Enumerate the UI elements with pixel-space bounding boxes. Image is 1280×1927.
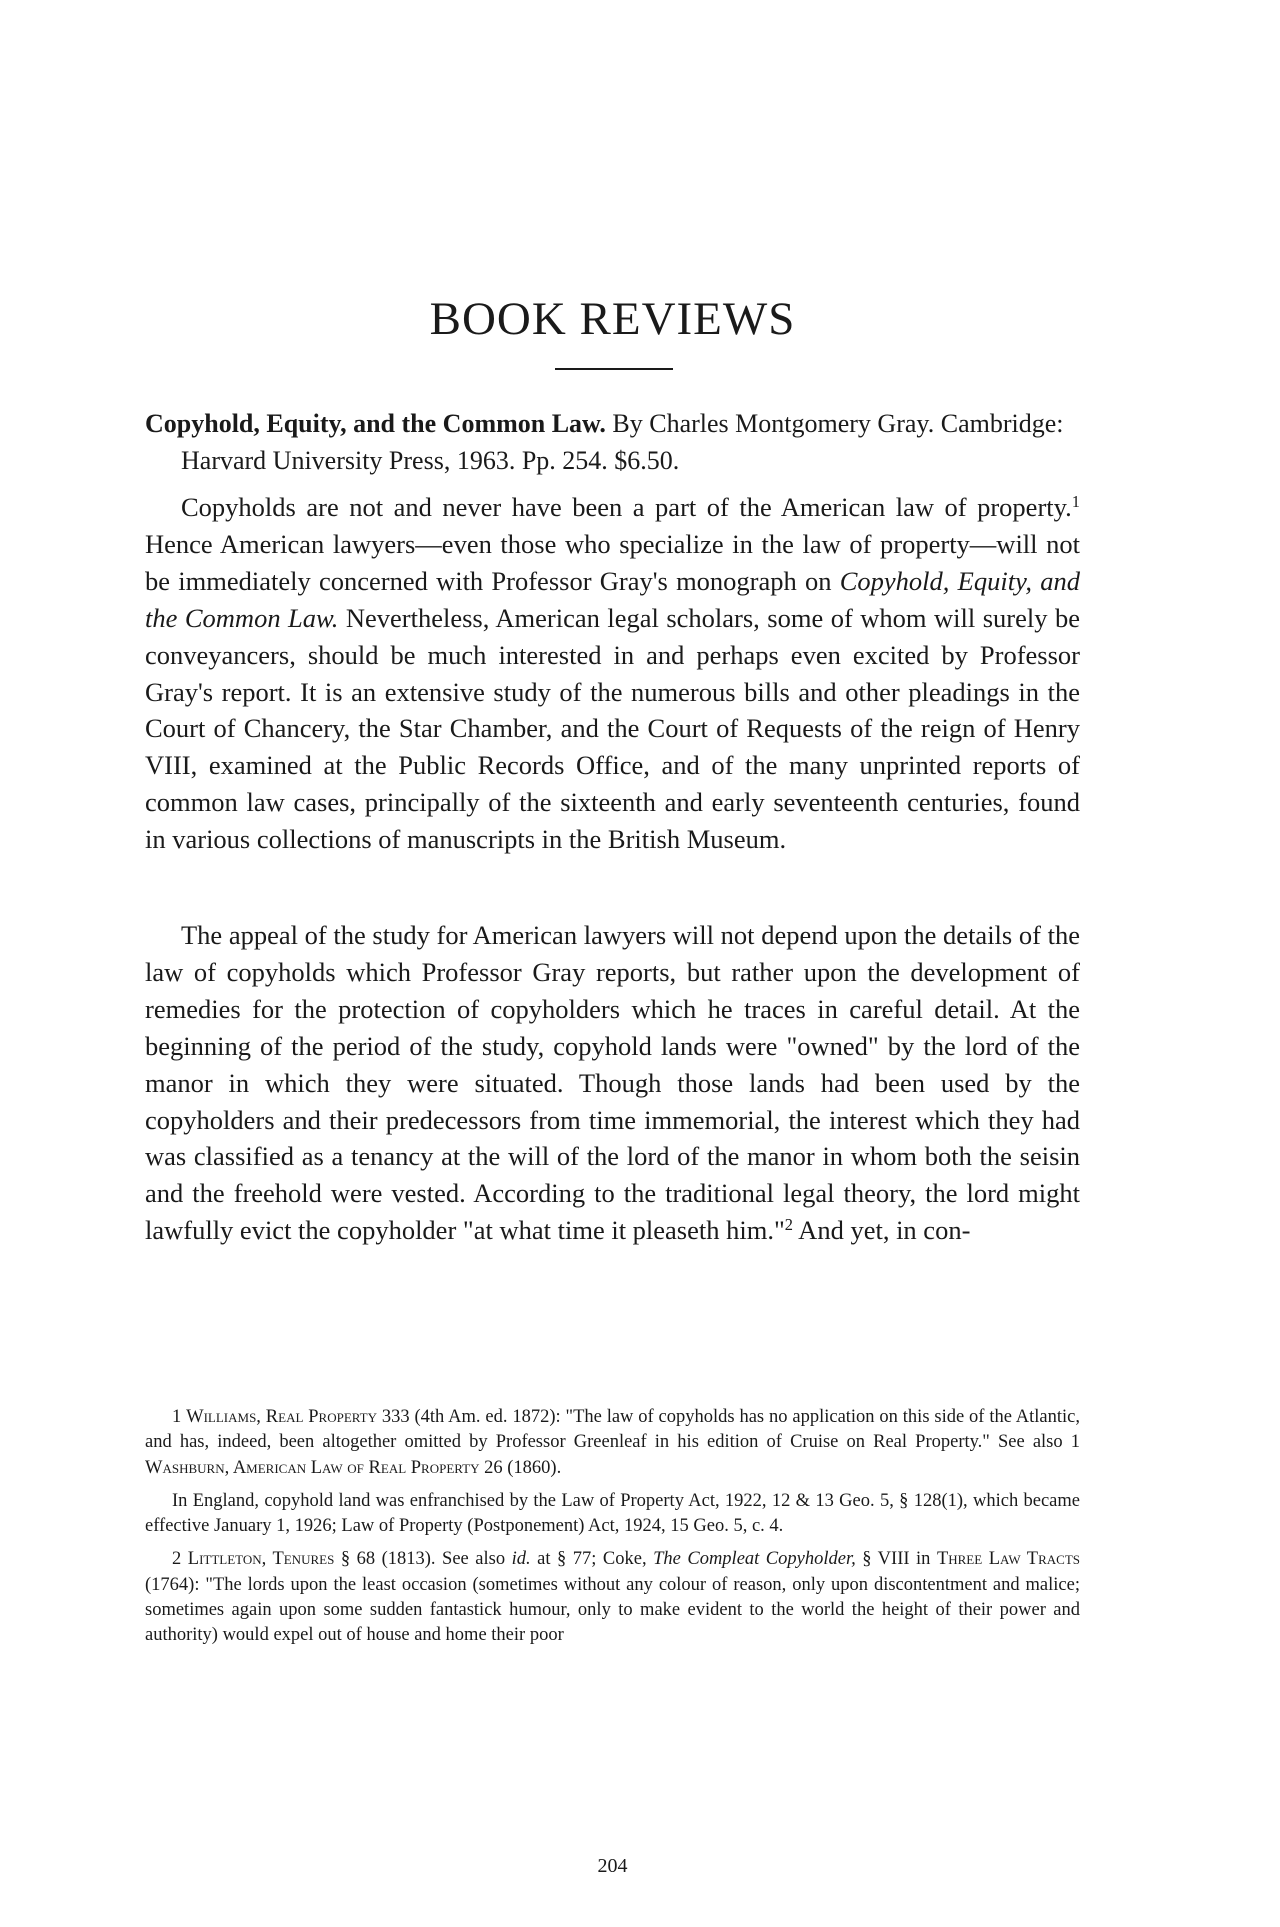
footnote-2-work: The Compleat Copyholder, [653, 1549, 856, 1570]
footnote-2-number: 2 [172, 1549, 182, 1570]
footnote-ref-2: 2 [784, 1215, 794, 1235]
footnote-1-continued: In England, copyhold land was enfranchised by the Law of Property Act, 1922, 12 & 13 Geo. 5, § 128(1), which became effective January 1, 1926; Law of Property (Postponement) Act, 1924, 15 Geo. 5, c. 4. [145, 1490, 1080, 1537]
footnote-2 [145, 1547, 1080, 1648]
paragraph-1-text-b: Hence American lawyers—even those who specialize in the law of property—will not be immediately concerned with Professor Gray's monograph on [145, 528, 1080, 596]
paragraph-2-text-a: The appeal of the study for American lawyers will not depend upon the details of the law of copyholds which Professor Gray reports, but rather upon the development of remedies for the protection of copyholders which he traces in careful detail. At the beginning of the period of the study, copyhold lands were "owned" by the lord of the manor in which they were situated. Though those lands had been used by the copyholders and their predecessors from time immemorial, the interest which they had was classified as a tenancy at the will of the lord of the manor in whom both the seisin and the freehold were vested. According to the traditional legal theory, the lord might lawfully evict the copyholder "at what time it pleaseth him." [145, 920, 1080, 1246]
page-number: 204 [597, 1855, 628, 1877]
footnotes [145, 1405, 1080, 1657]
citation-publisher: Cambridge: Harvard University Press, 1963. Pp. 254. $6.50. [181, 409, 1064, 475]
paragraph-2 [145, 917, 1080, 1249]
footnote-2-source-c: Three Law Tracts [936, 1549, 1080, 1570]
title-rule [555, 368, 673, 370]
footnote-2-id: id. [511, 1549, 531, 1570]
book-citation [145, 405, 1080, 479]
citation-author: By Charles Montgomery Gray. [612, 409, 935, 438]
footnote-1 [145, 1405, 1080, 1481]
footnote-2-text-c: § VIII in [855, 1549, 937, 1570]
footnote-ref-1: 1 [1071, 491, 1080, 511]
footnote-1-source-b: Washburn, American Law of Real Property [145, 1457, 480, 1478]
footnote-2-text-a: § 68 (1813). See also [334, 1549, 512, 1570]
paragraph-1 [145, 489, 1080, 858]
footnote-1-text-b: 26 (1860). [479, 1457, 562, 1478]
footnote-2-text-b: at § 77; Coke, [530, 1549, 654, 1570]
section-title: BOOK REVIEWS [429, 293, 796, 345]
paragraph-1-text-a: Copyholds are not and never have been a part of the American law of property. [181, 492, 1072, 522]
paragraph-2-text-b: And yet, in con- [793, 1215, 971, 1246]
paragraph-1-text-c: Nevertheless, American legal scholars, some of whom will surely be conveyancers, should be much interested in and perhaps even excited by Professor Gray's report. It is an extensive study of the numerous bills and other pleadings in the Court of Chancery, the Star Chamber, and the Court of Requests of the reign of Henry VIII, examined at the Public Records Office, and of the many unprinted reports of common law cases, principally of the sixteenth and early seventeenth centuries, found in various collections of manuscripts in the British Museum. [145, 602, 1081, 855]
footnote-1-source-a: Williams, Real Property [186, 1407, 378, 1427]
citation-title: Copyhold, Equity, and the Common Law. [145, 409, 606, 438]
footnote-2-text-d: (1764): "The lords upon the least occasion (sometimes without any colour of reason, only upon discontentment and malice; sometimes again upon some sudden fantastick humour, only to make evident to the world the height of their power and authority) would expel out of house and home their poor [145, 1574, 1080, 1646]
footnote-1-number: 1 [172, 1407, 182, 1427]
reviewed-book-title: Copyhold, Equity, and the Common Law. [145, 565, 1080, 633]
footnote-2-source-a: Littleton, Tenures [187, 1549, 335, 1570]
footnote-1-text-a: 333 (4th Am. ed. 1872): "The law of copyholds has no application on this side of the Atlantic, and has, indeed, been altogether omitted by Professor Greenleaf in his edition of Cruise on Real Property." See also 1 [145, 1407, 1081, 1453]
